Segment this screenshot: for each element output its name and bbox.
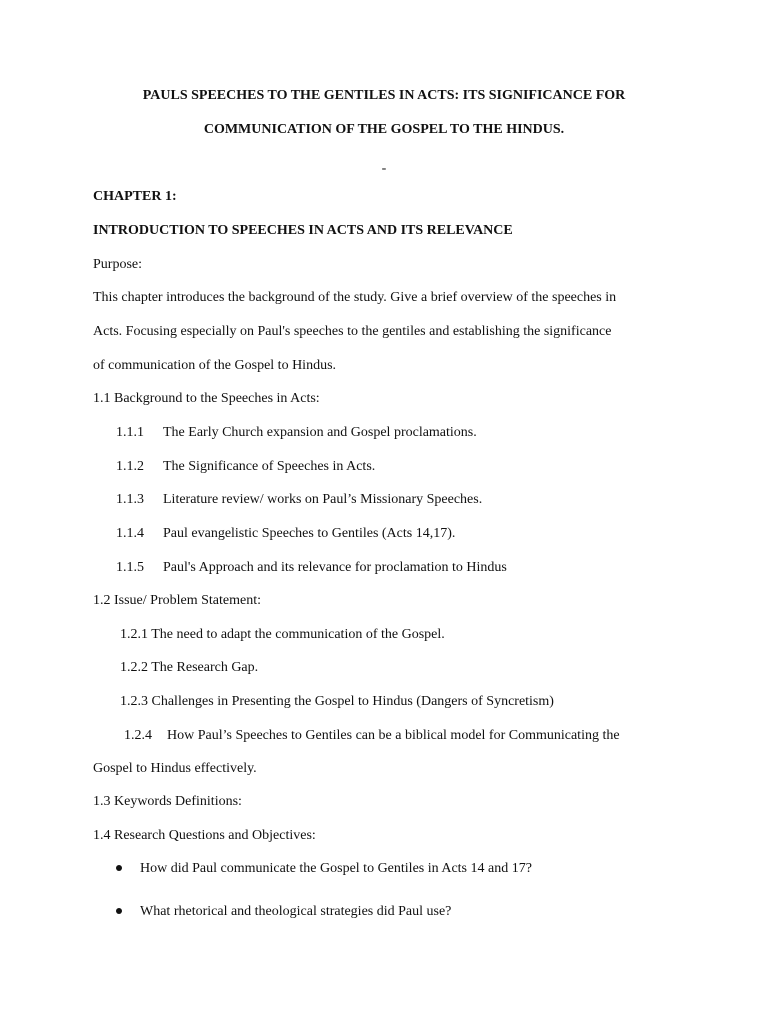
title-dash: -	[381, 161, 387, 176]
purpose-label: Purpose:	[93, 257, 142, 272]
outline-item-text: The Early Church expansion and Gospel proclamations.	[163, 425, 477, 440]
document-title-line-1: PAULS SPEECHES TO THE GENTILES IN ACTS: ITS SIGNIFICANCE FOR	[142, 88, 626, 103]
chapter-heading: INTRODUCTION TO SPEECHES IN ACTS AND ITS RELEVANCE	[93, 223, 513, 238]
section-heading-1-4: 1.4 Research Questions and Objectives:	[93, 828, 316, 843]
outline-item-text: Paul's Approach and its relevance for proclamation to Hindus	[163, 560, 507, 575]
chapter-label: CHAPTER 1:	[93, 189, 177, 204]
outline-item-text: The Significance of Speeches in Acts.	[163, 459, 376, 474]
outline-item: 1.2.2 The Research Gap.	[120, 660, 259, 675]
purpose-paragraph-line: This chapter introduces the background of the study. Give a brief overview of the speeches in	[93, 290, 617, 305]
outline-item-number: 1.1.2	[116, 459, 144, 474]
outline-item-text: Literature review/ works on Paul’s Missionary Speeches.	[163, 492, 483, 507]
bullet-icon	[116, 908, 122, 914]
list-item: What rhetorical and theological strategies did Paul use?	[140, 904, 452, 919]
outline-item	[116, 559, 507, 577]
outline-item-number: 1.1.4	[116, 526, 144, 541]
outline-item-number: 1.2.4	[124, 728, 152, 743]
outline-item-number: 1.1.5	[116, 560, 144, 575]
outline-item-text: How Paul’s Speeches to Gentiles can be a biblical model for Communicating the	[167, 728, 620, 743]
outline-item	[116, 525, 455, 543]
section-heading-1-1: 1.1 Background to the Speeches in Acts:	[93, 391, 320, 406]
outline-item: 1.2.1 The need to adapt the communication of the Gospel.	[120, 627, 445, 642]
outline-item	[116, 458, 375, 476]
outline-item-number: 1.1.1	[116, 425, 144, 440]
section-heading-1-3: 1.3 Keywords Definitions:	[93, 794, 242, 809]
outline-item	[116, 424, 477, 442]
outline-item-continuation: Gospel to Hindus effectively.	[93, 761, 257, 776]
outline-item	[124, 727, 620, 745]
document-title-line-2: COMMUNICATION OF THE GOSPEL TO THE HINDUS.	[203, 122, 565, 137]
outline-item: 1.2.3 Challenges in Presenting the Gospel to Hindus (Dangers of Syncretism)	[120, 694, 554, 709]
section-heading-1-2: 1.2 Issue/ Problem Statement:	[93, 593, 261, 608]
outline-item-text: Paul evangelistic Speeches to Gentiles (Acts 14,17).	[163, 526, 456, 541]
purpose-paragraph-line: Acts. Focusing especially on Paul's speeches to the gentiles and establishing the significance	[93, 324, 612, 339]
outline-item	[116, 491, 482, 509]
outline-item-number: 1.1.3	[116, 492, 144, 507]
purpose-paragraph-line: of communication of the Gospel to Hindus.	[93, 358, 337, 373]
list-item: How did Paul communicate the Gospel to Gentiles in Acts 14 and 17?	[140, 861, 532, 876]
bullet-icon	[116, 865, 122, 871]
